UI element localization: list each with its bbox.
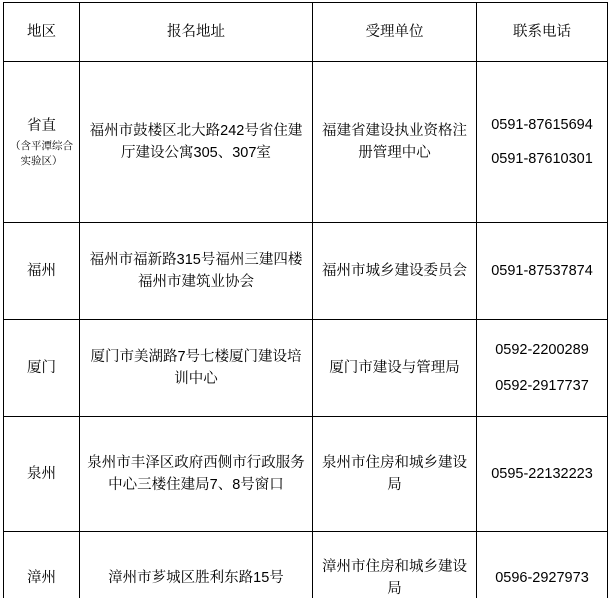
column-header-address: 报名地址 [80,3,313,62]
region-name: 泉州 [27,465,56,482]
cell-unit: 福州市城乡建设委员会 [313,223,477,320]
cell-region [4,320,80,417]
phone-number: 0591-87537874 [491,262,593,279]
table-row [4,223,608,320]
cell-region [4,62,80,223]
cell-region [4,417,80,532]
cell-unit: 福建省建设执业资格注册管理中心 [313,62,477,223]
table-row [4,62,608,223]
region-name: 省直 [27,117,56,134]
region-name: 漳州 [27,569,56,586]
cell-unit: 泉州市住房和城乡建设局 [313,417,477,532]
phone-number: 0591-87615694 [491,116,593,133]
table-body [4,62,608,598]
region-note: （含平潭综合实验区） [10,140,73,168]
region-name: 福州 [27,262,56,279]
cell-unit: 厦门市建设与管理局 [313,320,477,417]
cell-unit: 漳州市住房和城乡建设局 [313,532,477,598]
cell-address: 福州市鼓楼区北大路242号省住建厅建设公寓305、307室 [80,62,313,223]
phone-number: 0592-2917737 [495,378,589,394]
table-row [4,532,608,598]
cell-address: 厦门市美湖路7号七楼厦门建设培训中心 [80,320,313,417]
phone-number: 0591-87610301 [491,151,593,167]
column-header-region: 地区 [4,3,80,62]
cell-phone [477,532,608,598]
phone-spacer [483,136,601,148]
column-header-phone: 联系电话 [477,3,608,62]
table-header [4,3,608,62]
column-header-unit: 受理单位 [313,3,477,62]
cell-phone [477,62,608,223]
table-header-row [4,3,608,62]
table-row [4,320,608,417]
phone-number: 0595-22132223 [491,465,593,482]
phone-number: 0592-2200289 [495,341,589,358]
registration-info-table [3,2,608,598]
cell-address: 漳州市芗城区胜利东路15号 [80,532,313,598]
cell-phone [477,320,608,417]
region-name: 厦门 [27,359,56,376]
cell-phone [477,417,608,532]
cell-region [4,532,80,598]
phone-number: 0596-2927973 [495,569,589,586]
cell-region [4,223,80,320]
cell-address: 泉州市丰泽区政府西侧市行政服务中心三楼住建局7、8号窗口 [80,417,313,532]
cell-address: 福州市福新路315号福州三建四楼福州市建筑业协会 [80,223,313,320]
cell-phone [477,223,608,320]
table-row [4,417,608,532]
